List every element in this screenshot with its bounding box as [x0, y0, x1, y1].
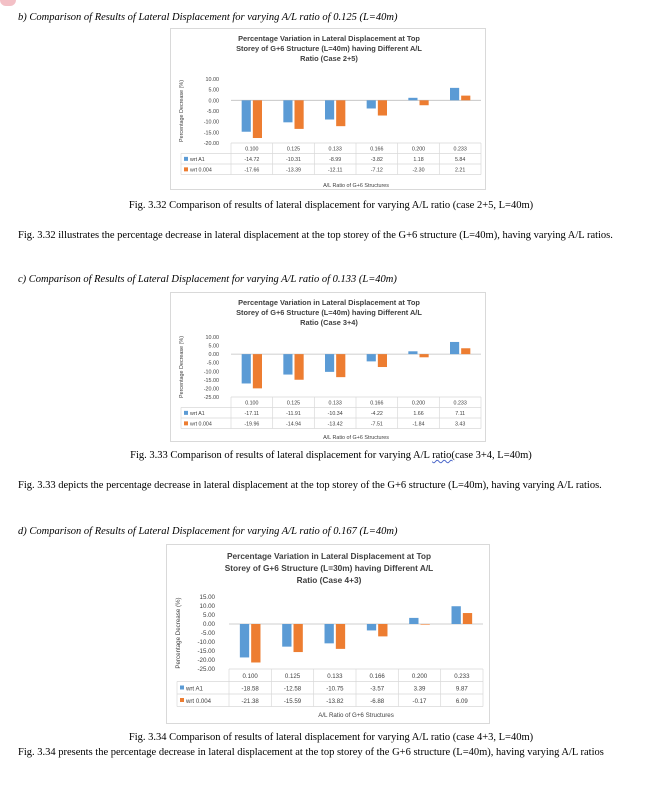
table-value: -10.34: [327, 411, 343, 418]
bar-wrt-0004: [378, 624, 387, 636]
y-tick-label: 0.00: [208, 352, 219, 359]
bar-wrt-a1: [325, 354, 334, 372]
y-tick-label: -15.00: [203, 130, 219, 137]
table-value: 1.66: [413, 411, 424, 418]
table-value: -4.22: [370, 411, 383, 418]
table-value: -12.58: [283, 685, 302, 693]
bar-wrt-0004: [461, 348, 470, 354]
y-tick-label: -25.00: [197, 666, 215, 673]
bar-wrt-a1: [367, 100, 376, 108]
x-category-label: 0.125: [286, 400, 301, 407]
legend-key-wrt-0004: [184, 421, 188, 425]
y-tick-label: -10.00: [203, 369, 219, 376]
paragraph-fig-3-33: Fig. 3.33 depicts the percentage decrease in lateral displacement at the top storey of the G+6 structure (L=40m), having varying A/L ratios.: [18, 480, 602, 491]
y-tick-label: -15.00: [197, 648, 215, 655]
bar-wrt-0004: [253, 354, 262, 388]
chart-title-line: Ratio (Case 4+3): [296, 575, 362, 585]
table-value: -7.51: [370, 421, 383, 428]
bar-wrt-a1: [367, 354, 376, 361]
bar-wrt-a1: [409, 618, 418, 624]
x-category-label: 0.125: [286, 146, 301, 153]
y-tick-label: -15.00: [203, 377, 219, 384]
table-value: -13.42: [327, 421, 343, 428]
y-tick-label: -5.00: [206, 109, 219, 115]
y-tick-label: -10.00: [197, 639, 215, 646]
figure-caption-3-34: Fig. 3.34 Comparison of results of lateral displacement for varying A/L ratio (case 4+3, L=40m): [128, 732, 534, 743]
chart-title-line: Storey of G+6 Structure (L=40m) having Different A/L: [236, 44, 422, 53]
chart-title-line: Storey of G+6 Structure (L=30m) having Different A/L: [224, 563, 434, 573]
figure-caption-3-33: [0, 450, 662, 461]
x-axis-label: A/L Ratio of G+6 Structures: [323, 183, 389, 189]
y-tick-label: -5.00: [200, 630, 215, 637]
table-value: 2.21: [455, 167, 466, 174]
table-value: -17.66: [244, 167, 260, 174]
bar-wrt-a1: [283, 100, 292, 122]
chart-svg-case-4-3: [167, 545, 491, 725]
bar-wrt-0004: [251, 624, 260, 662]
legend-key-wrt-a1: [184, 411, 188, 415]
table-value: -0.17: [412, 698, 427, 705]
table-value: -18.58: [241, 685, 259, 693]
table-value: -11.91: [286, 411, 301, 418]
y-tick-label: 5.00: [208, 87, 219, 94]
page-corner-mark: [0, 0, 16, 6]
legend-key-wrt-a1: [180, 686, 184, 690]
chart-title-line: Percentage Variation in Lateral Displacement at Top: [226, 551, 432, 561]
x-category-label: 0.100: [245, 400, 259, 407]
x-category-label: 0.166: [370, 400, 384, 407]
x-category-label: 0.133: [328, 400, 342, 407]
chart-case-3-4: [170, 292, 486, 442]
x-category-label: 0.233: [454, 673, 470, 680]
section-heading-b: b) Comparison of Results of Lateral Displacement for varying A/L ratio of 0.125 (L=40m): [18, 12, 398, 23]
bar-wrt-0004: [336, 624, 345, 649]
legend-key-wrt-a1: [184, 157, 188, 161]
x-axis-label: A/L Ratio of G+6 Structures: [318, 712, 394, 719]
x-axis-label: A/L Ratio of G+6 Structures: [323, 435, 389, 441]
y-tick-label: 5.00: [208, 343, 219, 350]
section-heading-c: c) Comparison of Results of Lateral Displacement for varying A/L ratio of 0.133 (L=40m): [18, 274, 397, 285]
bar-wrt-0004: [294, 624, 303, 652]
bar-wrt-0004: [336, 354, 345, 377]
y-tick-label: 0.00: [202, 621, 215, 628]
table-value: -10.75: [326, 685, 344, 693]
bar-wrt-a1: [325, 624, 334, 643]
x-category-label: 0.233: [453, 400, 467, 407]
table-value: -7.12: [370, 167, 383, 174]
y-axis-label: Percentage Decrease (%): [179, 335, 185, 399]
bar-wrt-0004: [378, 354, 387, 367]
y-axis-label: Percentage Decrease (%): [175, 597, 182, 669]
table-value: -6.88: [370, 698, 385, 705]
x-category-label: 0.100: [242, 673, 258, 680]
legend-label-wrt-0004: wrt 0.004: [190, 421, 212, 428]
paragraph-fig-3-32: Fig. 3.32 illustrates the percentage decrease in lateral displacement at the top storey of the G+6 structure (L=40m), having varying A/L ratios.: [18, 230, 613, 241]
y-tick-label: 15.00: [199, 594, 215, 601]
caption-3-33-flagged-word: ratio(: [432, 450, 455, 461]
bar-wrt-0004: [295, 100, 304, 129]
table-value: -3.82: [370, 157, 383, 164]
chart-title-line: Percentage Variation in Lateral Displacement at Top: [238, 298, 420, 307]
y-tick-label: 10.00: [205, 77, 219, 83]
bar-wrt-a1: [452, 606, 461, 624]
y-tick-label: -25.00: [203, 395, 219, 401]
bar-wrt-a1: [242, 354, 251, 383]
table-value: -14.72: [244, 157, 260, 164]
y-tick-label: 5.00: [202, 612, 215, 619]
bar-wrt-0004: [421, 624, 430, 625]
bar-wrt-0004: [253, 100, 262, 138]
bar-wrt-a1: [282, 624, 291, 647]
chart-title-line: Percentage Variation in Lateral Displacement at Top: [238, 34, 420, 43]
x-category-label: 0.200: [411, 400, 426, 407]
bar-wrt-a1: [408, 98, 417, 101]
table-value: -2.30: [412, 167, 425, 174]
caption-3-33-text-end: case 3+4, L=40m): [454, 450, 532, 461]
table-value: 9.87: [455, 685, 468, 693]
bar-wrt-a1: [283, 354, 292, 374]
legend-label-wrt-a1: wrt A1: [190, 411, 205, 418]
bar-wrt-0004: [420, 100, 429, 105]
legend-label-wrt-0004: wrt 0.004: [190, 167, 212, 174]
x-category-label: 0.200: [411, 146, 426, 153]
legend-key-wrt-0004: [184, 167, 188, 171]
table-value: -3.57: [370, 685, 385, 693]
y-tick-label: -20.00: [203, 141, 219, 147]
bar-wrt-a1: [367, 624, 376, 630]
table-value: 7.11: [455, 411, 466, 418]
table-value: 3.39: [413, 685, 426, 693]
y-tick-label: 10.00: [199, 603, 215, 610]
table-value: -1.84: [412, 421, 425, 428]
table-value: -13.82: [326, 698, 344, 705]
bar-wrt-0004: [420, 354, 429, 357]
caption-3-33-text-start: Fig. 3.33 Comparison of results of lateral displacement for varying A/L: [130, 450, 433, 461]
chart-svg-case-2-5: [171, 29, 487, 191]
figure-caption-3-32: Fig. 3.32 Comparison of results of lateral displacement for varying A/L ratio (case 2+5, L=40m): [128, 200, 534, 211]
y-tick-label: -20.00: [197, 657, 215, 664]
table-value: -21.38: [241, 698, 259, 705]
bar-wrt-0004: [461, 96, 470, 101]
table-value: -17.11: [244, 411, 260, 418]
bar-wrt-0004: [463, 613, 472, 624]
bar-wrt-a1: [240, 624, 249, 657]
chart-title-line: Ratio (Case 2+5): [300, 54, 358, 63]
bar-wrt-a1: [242, 100, 251, 131]
y-tick-label: 10.00: [205, 335, 219, 341]
bar-wrt-0004: [336, 100, 345, 126]
y-axis-label: Percentage Decrease (%): [179, 79, 185, 143]
x-category-label: 0.233: [453, 146, 467, 153]
paragraph-fig-3-34: Fig. 3.34 presents the percentage decrease in lateral displacement at the top storey of the G+6 structure (L=40m), having varying A/L ratios: [18, 747, 604, 758]
x-category-label: 0.200: [411, 673, 428, 680]
x-category-label: 0.166: [370, 146, 384, 153]
bar-wrt-0004: [295, 354, 304, 380]
y-tick-label: -10.00: [203, 119, 219, 126]
bar-wrt-a1: [408, 351, 417, 354]
table-value: -10.31: [285, 157, 302, 164]
x-category-label: 0.133: [327, 673, 343, 680]
table-value: -14.94: [285, 421, 302, 428]
x-category-label: 0.166: [369, 673, 385, 680]
y-tick-label: -5.00: [206, 360, 219, 367]
table-value: -15.59: [283, 698, 302, 705]
y-tick-label: -20.00: [203, 386, 219, 393]
legend-label-wrt-a1: wrt A1: [186, 685, 203, 693]
table-value: 1.18: [413, 157, 424, 164]
y-tick-label: 0.00: [208, 98, 219, 105]
bar-wrt-a1: [450, 342, 459, 354]
x-category-label: 0.133: [328, 146, 342, 153]
bar-wrt-a1: [325, 100, 334, 119]
chart-title-line: Ratio (Case 3+4): [300, 318, 358, 327]
bar-wrt-0004: [378, 100, 387, 115]
table-value: -19.96: [244, 421, 260, 428]
table-value: -8.99: [329, 157, 342, 164]
table-value: -13.39: [285, 167, 302, 174]
chart-case-2-5: [170, 28, 486, 190]
legend-key-wrt-0004: [180, 698, 184, 702]
table-value: 3.43: [455, 421, 466, 428]
x-category-label: 0.125: [284, 673, 301, 680]
chart-case-4-3: [166, 544, 490, 724]
x-category-label: 0.100: [245, 146, 259, 153]
legend-label-wrt-0004: wrt 0.004: [186, 698, 212, 705]
bar-wrt-a1: [450, 88, 459, 100]
table-value: -12.11: [327, 167, 343, 174]
table-value: 6.09: [455, 698, 468, 705]
section-heading-d: d) Comparison of Results of Lateral Displacement for varying A/L ratio of 0.167 (L=40m): [18, 526, 398, 537]
chart-svg-case-3-4: [171, 293, 487, 443]
legend-label-wrt-a1: wrt A1: [190, 157, 205, 164]
chart-title-line: Storey of G+6 Structure (L=40m) having Different A/L: [236, 308, 422, 317]
table-value: 5.84: [455, 157, 466, 164]
